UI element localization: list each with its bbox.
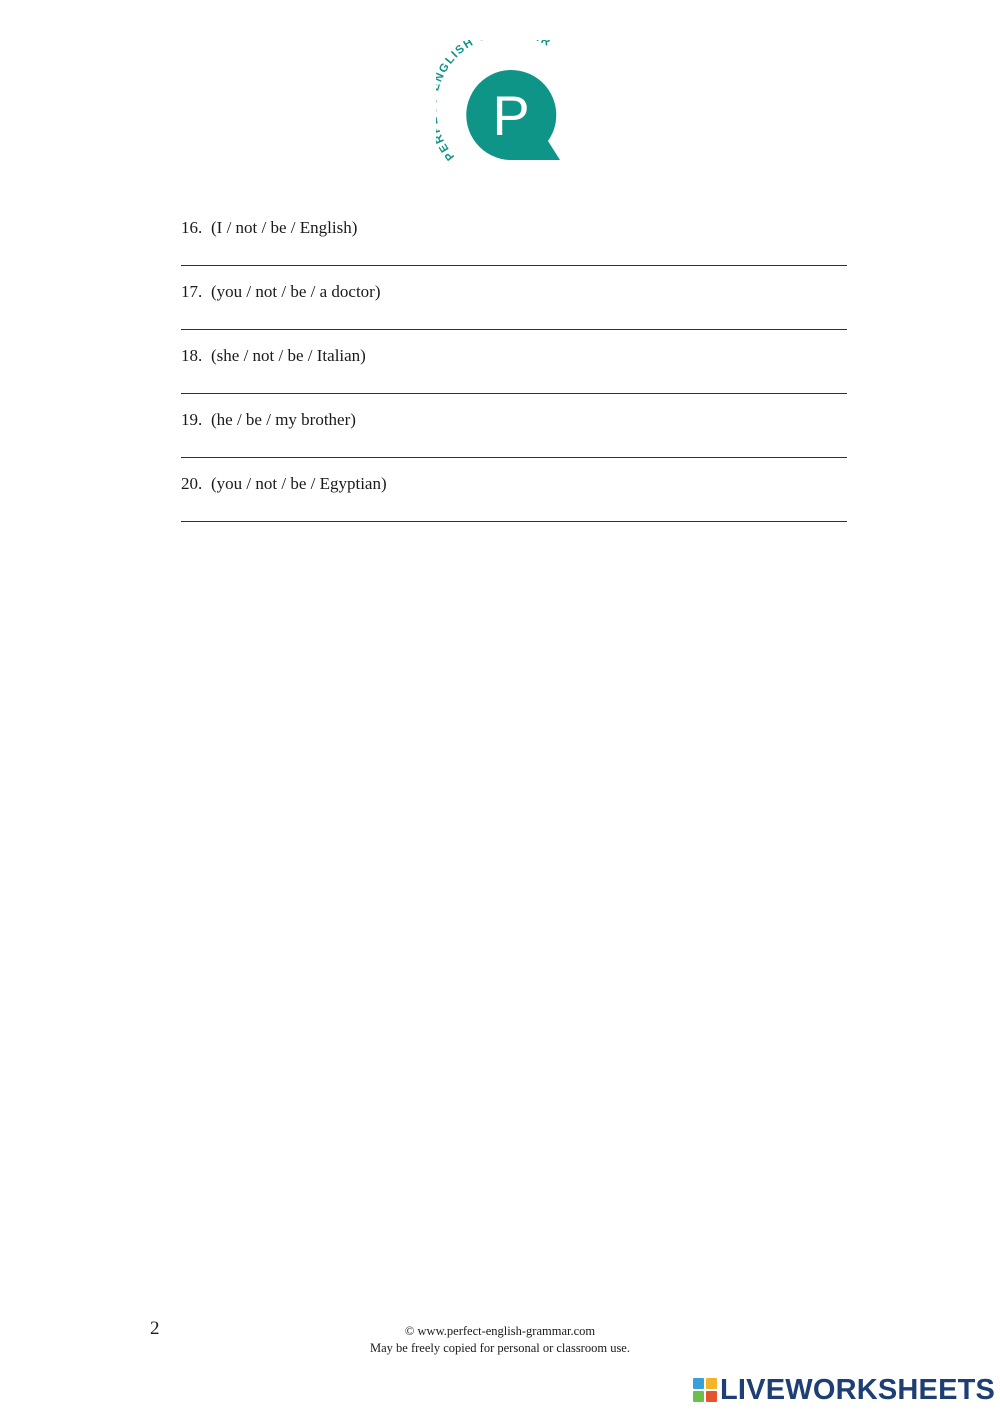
- liveworksheets-icon: [693, 1378, 717, 1402]
- exercise-item: [181, 409, 847, 473]
- icon-cell-blue: [693, 1378, 704, 1389]
- exercise-item: [181, 281, 847, 345]
- answer-line[interactable]: [181, 265, 847, 266]
- icon-cell-red: [706, 1391, 717, 1402]
- answer-line[interactable]: [181, 393, 847, 394]
- icon-cell-yellow: [706, 1378, 717, 1389]
- exercise-prompt: [181, 473, 387, 495]
- answer-line[interactable]: [181, 521, 847, 522]
- exercise-number: 18.: [181, 346, 203, 365]
- page-number: 2: [150, 1318, 160, 1339]
- exercise-text: (I / not / be / English): [211, 218, 358, 237]
- footer: [300, 1323, 700, 1357]
- exercise-text: (she / not / be / Italian): [211, 346, 366, 365]
- exercise-item: [181, 345, 847, 409]
- exercise-prompt: [181, 345, 366, 367]
- logo-letter: P: [492, 84, 530, 147]
- exercise-number: 19.: [181, 410, 203, 429]
- footer-copyright: © www.perfect-english-grammar.com: [404, 1324, 596, 1338]
- exercise-prompt: [181, 217, 357, 239]
- exercise-text: (you / not / be / Egyptian): [211, 474, 387, 493]
- exercise-item: [181, 473, 847, 537]
- logo-arc-text: PE GLISH R: [436, 40, 554, 163]
- exercise-prompt: [181, 409, 356, 431]
- exercise-number: 20.: [181, 474, 203, 493]
- exercise-prompt: [181, 281, 381, 303]
- icon-cell-green: [693, 1391, 704, 1402]
- answer-line[interactable]: [181, 329, 847, 330]
- perfect-english-grammar-logo: [436, 40, 568, 164]
- exercise-text: (you / not / be / a doctor): [211, 282, 381, 301]
- exercise-item: [181, 217, 847, 281]
- liveworksheets-badge[interactable]: [693, 1376, 995, 1404]
- footer-license: May be freely copied for personal or classroom use.: [370, 1341, 630, 1355]
- exercise-number: 16.: [181, 218, 203, 237]
- answer-line[interactable]: [181, 457, 847, 458]
- exercise-number: 17.: [181, 282, 203, 301]
- exercise-list: [181, 217, 847, 537]
- liveworksheets-wordmark: LIVEWORKSHEETS: [720, 1374, 996, 1406]
- exercise-text: (he / be / my brother): [211, 410, 356, 429]
